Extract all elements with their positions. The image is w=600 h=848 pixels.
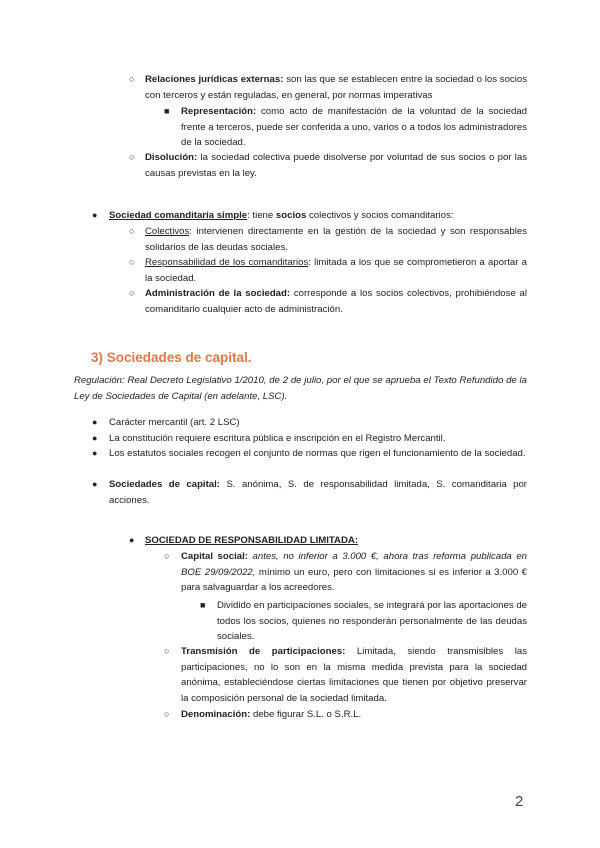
- item-label: Capital social:: [181, 551, 248, 562]
- item-capital-social: [181, 549, 527, 596]
- item-text: Limitada, siendo transmisibles las participaciones, no lo son en la misma medida prevista para la sociedad anónima, estableciéndose ciertas limitaciones que tienen por objetivo preservar la composición personal de la sociedad limitada.: [181, 646, 527, 704]
- item-italic-text: antes, no inferior a 3.000 €, ahora tras reforma publicada en BOE 29/09/2022,: [181, 551, 528, 578]
- item-text: como acto de manifestación de la voluntad de la sociedad frente a terceros, puede ser conferida a uno, varios o a todos los administradores de la sociedad.: [181, 106, 527, 148]
- disc-bullet-icon: ●: [92, 479, 98, 489]
- item-relaciones-externas: [145, 72, 527, 103]
- regulacion-paragraph: Regulación: Real Decreto Legislativo 1/2010, de 2 de julio, por el que se aprueba el Texto Refundido de la Ley de Sociedades de Capital (en adelante, LSC).: [74, 375, 527, 402]
- section-heading: 3) Sociedades de capital.: [91, 350, 252, 365]
- item-label: Responsabilidad de los comanditarios: [145, 257, 309, 268]
- item-text: : intervienen directamente en la gestión de la sociedad y son responsables solidarios de las deudas sociales.: [145, 226, 527, 253]
- circle-bullet-icon: ○: [164, 646, 170, 656]
- item-label: Administración de la sociedad:: [145, 288, 291, 299]
- item-text: S. anónima, S. de responsabilidad limitada, S. comanditaria por acciones.: [109, 479, 528, 506]
- item-label: Representación:: [181, 106, 257, 117]
- square-bullet-icon: ■: [164, 106, 170, 116]
- circle-bullet-icon: ○: [129, 288, 135, 298]
- item-sociedades-capital: [109, 477, 527, 508]
- item-denominacion: [181, 707, 527, 723]
- item-disolucion: [145, 150, 527, 181]
- square-bullet-icon: ■: [200, 600, 206, 610]
- item-text: debe figurar S.L. o S.R.L.: [250, 709, 362, 720]
- item-label: Relaciones jurídicas externas:: [145, 74, 284, 85]
- item-responsabilidad-comanditarios: [145, 255, 527, 286]
- item-estatutos: Los estatutos sociales recogen el conjunto de normas que rigen el funcionamiento de la sociedad.: [109, 448, 526, 459]
- circle-bullet-icon: ○: [164, 551, 170, 561]
- srl-title: SOCIEDAD DE RESPONSABILIDAD LIMITADA:: [145, 535, 359, 546]
- item-text: corresponde a los socios colectivos, prohibiéndose al comanditario cualquier acto de administración.: [145, 288, 527, 315]
- item-label: Colectivos: [145, 226, 190, 237]
- item-constitucion: La constitución requiere escritura pública e inscripción en el Registro Mercantil.: [109, 433, 446, 444]
- item-text: la sociedad colectiva puede disolverse por voluntad de sus socios o por las causas previstas en la ley.: [145, 152, 527, 179]
- disc-bullet-icon: ●: [92, 417, 98, 427]
- item-participaciones: Dividido en participaciones sociales, se integrará por las aportaciones de todos los socios, quienes no responderán personalmente de las deudas sociales.: [217, 600, 527, 642]
- item-label: Sociedades de capital:: [109, 479, 220, 490]
- item-text: colectivos y socios comanditarios:: [306, 210, 454, 221]
- item-emphasis: socios: [275, 210, 307, 221]
- disc-bullet-icon: ●: [92, 210, 98, 220]
- item-text: mínimo un euro, pero con limitaciones si es inferior a 3.000 € para salvaguardar a los acreedores.: [181, 566, 527, 593]
- item-text: : tiene: [247, 210, 276, 221]
- disc-bullet-icon: ●: [92, 433, 98, 443]
- item-comanditaria-simple: [109, 208, 527, 224]
- item-transmision: [181, 644, 527, 706]
- item-caracter-mercantil: Carácter mercantil (art. 2 LSC): [109, 417, 240, 428]
- circle-bullet-icon: ○: [129, 152, 135, 162]
- item-representacion: [181, 104, 527, 151]
- item-label: Transmisión de participaciones:: [181, 646, 346, 657]
- item-text: : limitada a los que se comprometieron a aportar a la sociedad.: [145, 257, 527, 284]
- disc-bullet-icon: ●: [129, 535, 135, 545]
- circle-bullet-icon: ○: [164, 709, 170, 719]
- item-text: son las que se establecen entre la sociedad o los socios con terceros y están reguladas, en general, por normas imperativas: [145, 74, 527, 101]
- item-label: Disolución:: [145, 152, 198, 163]
- page-number: 2: [515, 793, 524, 810]
- item-label: Sociedad comanditaria simple: [109, 210, 248, 221]
- item-label: Denominación:: [181, 709, 251, 720]
- item-colectivos: [145, 224, 527, 255]
- circle-bullet-icon: ○: [129, 257, 135, 267]
- disc-bullet-icon: ●: [92, 448, 98, 458]
- item-administracion: [145, 286, 527, 317]
- circle-bullet-icon: ○: [129, 226, 135, 236]
- circle-bullet-icon: ○: [129, 74, 135, 84]
